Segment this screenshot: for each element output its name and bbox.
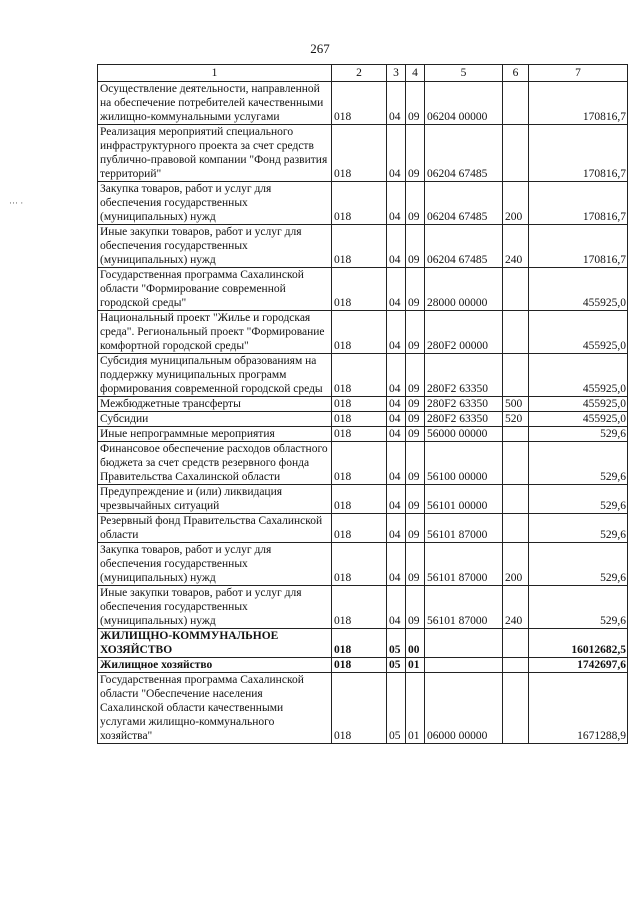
row-value-cell-c6: 240 [503, 586, 529, 629]
row-value-cell-c3: 04 [387, 442, 406, 485]
table-row [98, 412, 628, 427]
row-value-cell-c7: 170816,7 [529, 225, 628, 268]
header-cell: 2 [332, 65, 387, 82]
budget-table [97, 64, 628, 744]
row-value-cell-c4: 09 [406, 586, 425, 629]
row-value-cell-c3: 04 [387, 268, 406, 311]
row-name-cell: Предупреждение и (или) ликвидация чрезвычайных ситуаций [98, 485, 332, 514]
table-row [98, 629, 628, 658]
header-cell: 5 [425, 65, 503, 82]
row-value-cell-c2: 018 [332, 268, 387, 311]
header-row [98, 65, 628, 82]
row-value-cell-c4: 09 [406, 354, 425, 397]
row-value-cell-c2: 018 [332, 485, 387, 514]
row-value-cell-c4: 09 [406, 268, 425, 311]
header-cell: 4 [406, 65, 425, 82]
row-value-cell-c3: 04 [387, 125, 406, 182]
row-value-cell-c6 [503, 125, 529, 182]
row-value-cell-c7: 529,6 [529, 442, 628, 485]
row-value-cell-c6 [503, 354, 529, 397]
row-value-cell-c7: 455925,0 [529, 268, 628, 311]
row-value-cell-c6: 240 [503, 225, 529, 268]
table-row [98, 397, 628, 412]
row-value-cell-c2: 018 [332, 427, 387, 442]
table-row [98, 311, 628, 354]
row-value-cell-c2: 018 [332, 586, 387, 629]
row-name-cell: Межбюджетные трансферты [98, 397, 332, 412]
row-value-cell-c5: 06204 67485 [425, 225, 503, 268]
table-row [98, 514, 628, 543]
row-name-cell: Иные закупки товаров, работ и услуг для обеспечения государственных (муниципальных) нужд [98, 225, 332, 268]
row-value-cell-c6 [503, 485, 529, 514]
row-value-cell-c7: 170816,7 [529, 182, 628, 225]
row-name-cell: Жилищное хозяйство [98, 658, 332, 673]
row-value-cell-c7: 455925,0 [529, 354, 628, 397]
row-value-cell-c5: 06204 67485 [425, 125, 503, 182]
row-value-cell-c4: 09 [406, 412, 425, 427]
row-value-cell-c6 [503, 427, 529, 442]
row-value-cell-c5: 280F2 63350 [425, 412, 503, 427]
row-value-cell-c5 [425, 629, 503, 658]
row-value-cell-c6 [503, 442, 529, 485]
row-value-cell-c3: 04 [387, 354, 406, 397]
row-value-cell-c5: 56101 00000 [425, 485, 503, 514]
row-value-cell-c2: 018 [332, 82, 387, 125]
row-value-cell-c5: 56000 00000 [425, 427, 503, 442]
table-row [98, 182, 628, 225]
row-value-cell-c4: 09 [406, 311, 425, 354]
row-value-cell-c7: 529,6 [529, 543, 628, 586]
row-value-cell-c6 [503, 268, 529, 311]
table-row [98, 125, 628, 182]
row-value-cell-c2: 018 [332, 514, 387, 543]
row-value-cell-c7: 455925,0 [529, 311, 628, 354]
header-cell: 6 [503, 65, 529, 82]
row-name-cell: Закупка товаров, работ и услуг для обеспечения государственных (муниципальных) нужд [98, 182, 332, 225]
row-value-cell-c3: 04 [387, 182, 406, 225]
row-value-cell-c6: 520 [503, 412, 529, 427]
row-value-cell-c5: 06204 67485 [425, 182, 503, 225]
table-row [98, 673, 628, 744]
row-value-cell-c2: 018 [332, 673, 387, 744]
row-value-cell-c5: 280F2 00000 [425, 311, 503, 354]
row-value-cell-c7: 1742697,6 [529, 658, 628, 673]
row-value-cell-c6 [503, 514, 529, 543]
row-value-cell-c7: 170816,7 [529, 82, 628, 125]
row-value-cell-c4: 09 [406, 485, 425, 514]
row-value-cell-c7: 529,6 [529, 485, 628, 514]
row-value-cell-c5: 280F2 63350 [425, 354, 503, 397]
row-value-cell-c3: 04 [387, 311, 406, 354]
page-number: 267 [310, 41, 330, 56]
row-value-cell-c2: 018 [332, 658, 387, 673]
table-row [98, 354, 628, 397]
row-name-cell: ЖИЛИЩНО-КОММУНАЛЬНОЕ ХОЗЯЙСТВО [98, 629, 332, 658]
row-value-cell-c2: 018 [332, 354, 387, 397]
row-value-cell-c5: 28000 00000 [425, 268, 503, 311]
row-value-cell-c6 [503, 629, 529, 658]
row-value-cell-c3: 04 [387, 543, 406, 586]
row-value-cell-c4: 09 [406, 442, 425, 485]
row-value-cell-c3: 04 [387, 427, 406, 442]
table-row [98, 82, 628, 125]
row-value-cell-c3: 04 [387, 412, 406, 427]
row-value-cell-c2: 018 [332, 412, 387, 427]
row-value-cell-c6 [503, 658, 529, 673]
row-name-cell: Национальный проект "Жилье и городская среда". Региональный проект "Формирование комфортной городской среды" [98, 311, 332, 354]
row-value-cell-c5: 280F2 63350 [425, 397, 503, 412]
row-value-cell-c2: 018 [332, 397, 387, 412]
row-value-cell-c7: 16012682,5 [529, 629, 628, 658]
row-value-cell-c2: 018 [332, 442, 387, 485]
header-cell: 1 [98, 65, 332, 82]
row-value-cell-c4: 09 [406, 225, 425, 268]
row-value-cell-c2: 018 [332, 125, 387, 182]
row-value-cell-c6: 200 [503, 182, 529, 225]
row-value-cell-c7: 455925,0 [529, 397, 628, 412]
row-value-cell-c6: 200 [503, 543, 529, 586]
row-name-cell: Иные закупки товаров, работ и услуг для обеспечения государственных (муниципальных) нужд [98, 586, 332, 629]
row-value-cell-c6: 500 [503, 397, 529, 412]
row-value-cell-c2: 018 [332, 225, 387, 268]
row-value-cell-c7: 170816,7 [529, 125, 628, 182]
row-value-cell-c3: 04 [387, 397, 406, 412]
row-value-cell-c3: 05 [387, 673, 406, 744]
row-value-cell-c2: 018 [332, 629, 387, 658]
row-value-cell-c3: 04 [387, 82, 406, 125]
row-value-cell-c5: 56101 87000 [425, 514, 503, 543]
row-value-cell-c5: 56100 00000 [425, 442, 503, 485]
row-name-cell: Резервный фонд Правительства Сахалинской области [98, 514, 332, 543]
row-value-cell-c4: 09 [406, 543, 425, 586]
row-value-cell-c3: 04 [387, 225, 406, 268]
row-value-cell-c5: 56101 87000 [425, 586, 503, 629]
row-value-cell-c5 [425, 658, 503, 673]
row-value-cell-c7: 455925,0 [529, 412, 628, 427]
row-name-cell: Государственная программа Сахалинской области "Формирование современной городской среды" [98, 268, 332, 311]
header-cell: 3 [387, 65, 406, 82]
row-name-cell: Реализация мероприятий специального инфраструктурного проекта за счет средств публично-правовой компании "Фонд развития территорий" [98, 125, 332, 182]
row-value-cell-c4: 09 [406, 514, 425, 543]
row-value-cell-c7: 529,6 [529, 514, 628, 543]
row-name-cell: Иные непрограммные мероприятия [98, 427, 332, 442]
table-row [98, 586, 628, 629]
row-value-cell-c2: 018 [332, 543, 387, 586]
row-value-cell-c2: 018 [332, 311, 387, 354]
row-value-cell-c5: 56101 87000 [425, 543, 503, 586]
row-value-cell-c4: 09 [406, 427, 425, 442]
header-cell: 7 [529, 65, 628, 82]
row-value-cell-c3: 05 [387, 629, 406, 658]
table-row [98, 485, 628, 514]
table-row [98, 658, 628, 673]
row-value-cell-c4: 09 [406, 82, 425, 125]
row-value-cell-c4: 09 [406, 125, 425, 182]
row-value-cell-c4: 09 [406, 397, 425, 412]
table-row [98, 268, 628, 311]
row-name-cell: Субсидии [98, 412, 332, 427]
table-row [98, 427, 628, 442]
row-value-cell-c4: 00 [406, 629, 425, 658]
row-value-cell-c7: 529,6 [529, 427, 628, 442]
row-name-cell: Финансовое обеспечение расходов областного бюджета за счет средств резервного фонда Правительства Сахалинской области [98, 442, 332, 485]
row-value-cell-c3: 04 [387, 586, 406, 629]
table-row [98, 225, 628, 268]
row-value-cell-c6 [503, 311, 529, 354]
row-value-cell-c6 [503, 673, 529, 744]
row-value-cell-c5: 06204 00000 [425, 82, 503, 125]
row-name-cell: Субсидия муниципальным образованиям на поддержку муниципальных программ формирования современной городской среды [98, 354, 332, 397]
row-name-cell: Государственная программа Сахалинской области "Обеспечение населения Сахалинской области качественными услугами жилищно-коммунального хозяйства" [98, 673, 332, 744]
row-value-cell-c2: 018 [332, 182, 387, 225]
row-value-cell-c5: 06000 00000 [425, 673, 503, 744]
row-name-cell: Закупка товаров, работ и услуг для обеспечения государственных (муниципальных) нужд [98, 543, 332, 586]
row-value-cell-c4: 01 [406, 658, 425, 673]
scan-mark: ··· · [9, 198, 24, 208]
row-value-cell-c6 [503, 82, 529, 125]
row-value-cell-c3: 04 [387, 485, 406, 514]
row-value-cell-c4: 01 [406, 673, 425, 744]
table-row [98, 543, 628, 586]
table-row [98, 442, 628, 485]
row-value-cell-c4: 09 [406, 182, 425, 225]
row-name-cell: Осуществление деятельности, направленной на обеспечение потребителей качественными жилищно-коммунальными услугами [98, 82, 332, 125]
row-value-cell-c3: 04 [387, 514, 406, 543]
row-value-cell-c3: 05 [387, 658, 406, 673]
row-value-cell-c7: 529,6 [529, 586, 628, 629]
row-value-cell-c7: 1671288,9 [529, 673, 628, 744]
